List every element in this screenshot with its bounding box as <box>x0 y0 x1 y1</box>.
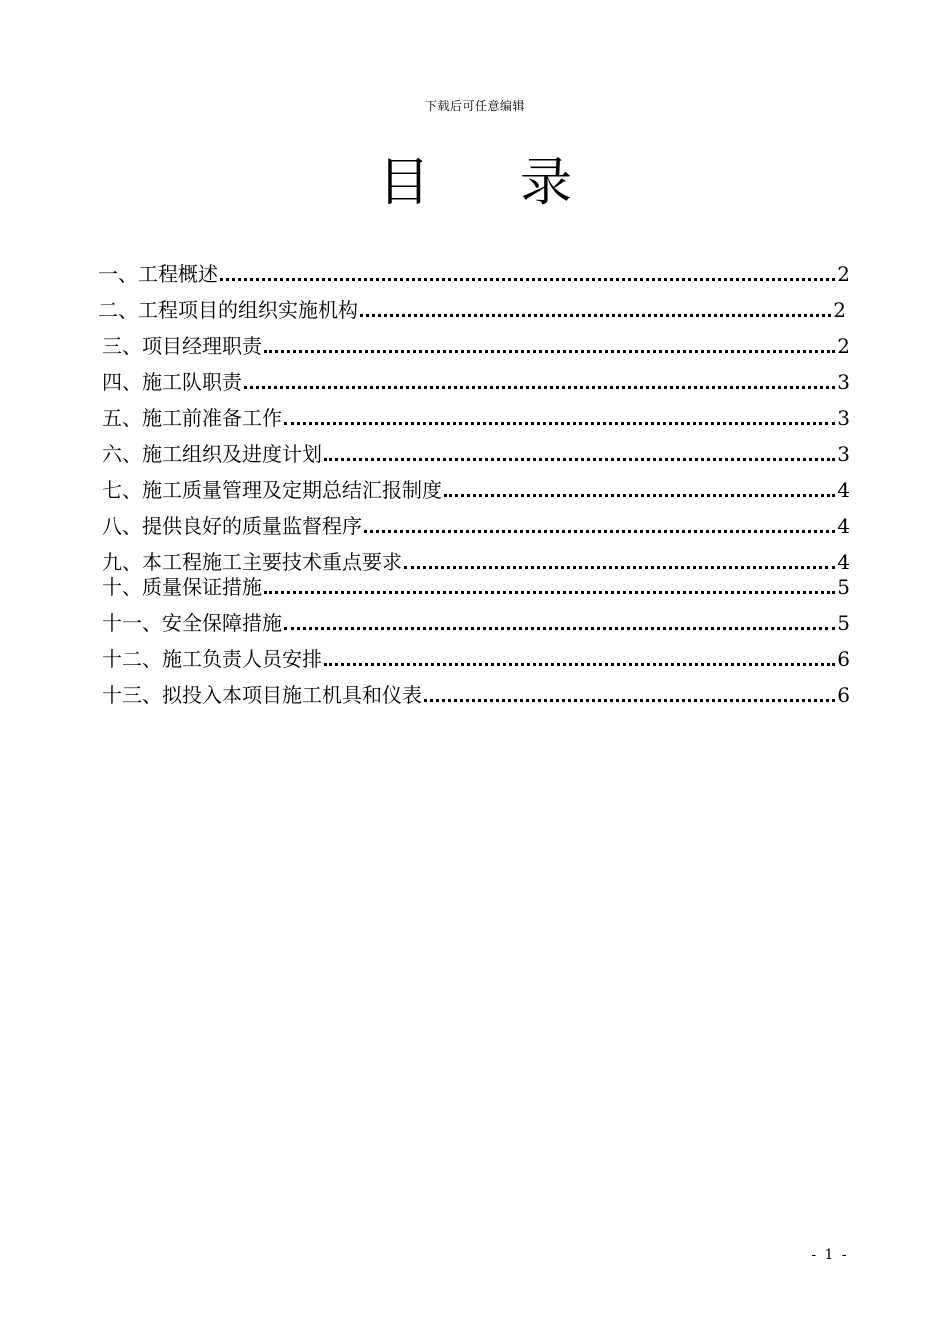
toc-entry[interactable] <box>102 549 850 575</box>
toc-entry[interactable] <box>102 682 850 708</box>
page-title: 目录 <box>377 153 662 213</box>
toc-entry-label: 三、项目经理职责 <box>102 334 262 358</box>
toc-entry-label: 十、质量保证措施 <box>102 575 262 599</box>
toc-leader-dots <box>364 530 835 533</box>
toc-entry-label: 五、施工前准备工作 <box>102 406 282 430</box>
toc-leader-dots <box>220 278 835 281</box>
toc-leader-dots <box>324 458 835 461</box>
toc-entry-page: 3 <box>837 442 850 466</box>
toc-entry[interactable] <box>102 369 850 395</box>
toc-entry-page: 4 <box>837 514 850 538</box>
toc-leader-dots <box>284 422 835 425</box>
toc-leader-dots <box>424 699 835 702</box>
toc-entry-label: 九、本工程施工主要技术重点要求 <box>102 550 402 574</box>
toc-leader-dots <box>284 627 835 630</box>
toc-entry-label: 十三、拟投入本项目施工机具和仪表 <box>102 683 422 707</box>
toc-entry-page: 4 <box>837 478 850 502</box>
toc-entry-page: 3 <box>837 406 850 430</box>
toc-leader-dots <box>444 494 835 497</box>
toc-entry-label: 一、工程概述 <box>98 262 218 286</box>
toc-entry[interactable] <box>102 333 850 359</box>
toc-entry-label: 十二、施工负责人员安排 <box>102 647 322 671</box>
toc-leader-dots <box>264 591 835 594</box>
toc-entry[interactable] <box>102 513 850 539</box>
toc-entry-page: 2 <box>833 298 846 322</box>
toc-entry-page: 2 <box>837 262 850 286</box>
toc-leader-dots <box>360 314 831 317</box>
toc-entry-label: 七、施工质量管理及定期总结汇报制度 <box>102 478 442 502</box>
toc-leader-dots <box>404 566 835 569</box>
toc-entry-label: 十一、安全保障措施 <box>102 611 282 635</box>
toc-entry[interactable] <box>102 405 850 431</box>
toc-entry[interactable] <box>98 297 846 323</box>
toc-leader-dots <box>264 350 835 353</box>
toc-entry-page: 6 <box>837 647 850 671</box>
toc-entry-label: 二、工程项目的组织实施机构 <box>98 298 358 322</box>
toc-entry[interactable] <box>102 646 850 672</box>
toc-entry-page: 3 <box>837 370 850 394</box>
toc-entry[interactable] <box>102 574 850 600</box>
header-note: 下载后可任意编辑 <box>424 99 525 113</box>
toc-entry-label: 四、施工队职责 <box>102 370 242 394</box>
toc-entry-label: 六、施工组织及进度计划 <box>102 442 322 466</box>
toc-entry-page: 5 <box>837 575 850 599</box>
toc-entry-label: 八、提供良好的质量监督程序 <box>102 514 362 538</box>
toc-entry-page: 5 <box>837 611 850 635</box>
toc-entry[interactable] <box>102 441 850 467</box>
toc-leader-dots <box>324 663 835 666</box>
toc-entry[interactable] <box>102 610 850 636</box>
toc-leader-dots <box>244 386 835 389</box>
toc-entry-page: 4 <box>837 550 850 574</box>
toc-entry[interactable] <box>98 261 850 287</box>
toc-entry-page: 2 <box>837 334 850 358</box>
toc-entry-page: 6 <box>837 683 850 707</box>
toc-entry[interactable] <box>102 477 850 503</box>
page-number: - 1 - <box>811 1247 849 1263</box>
